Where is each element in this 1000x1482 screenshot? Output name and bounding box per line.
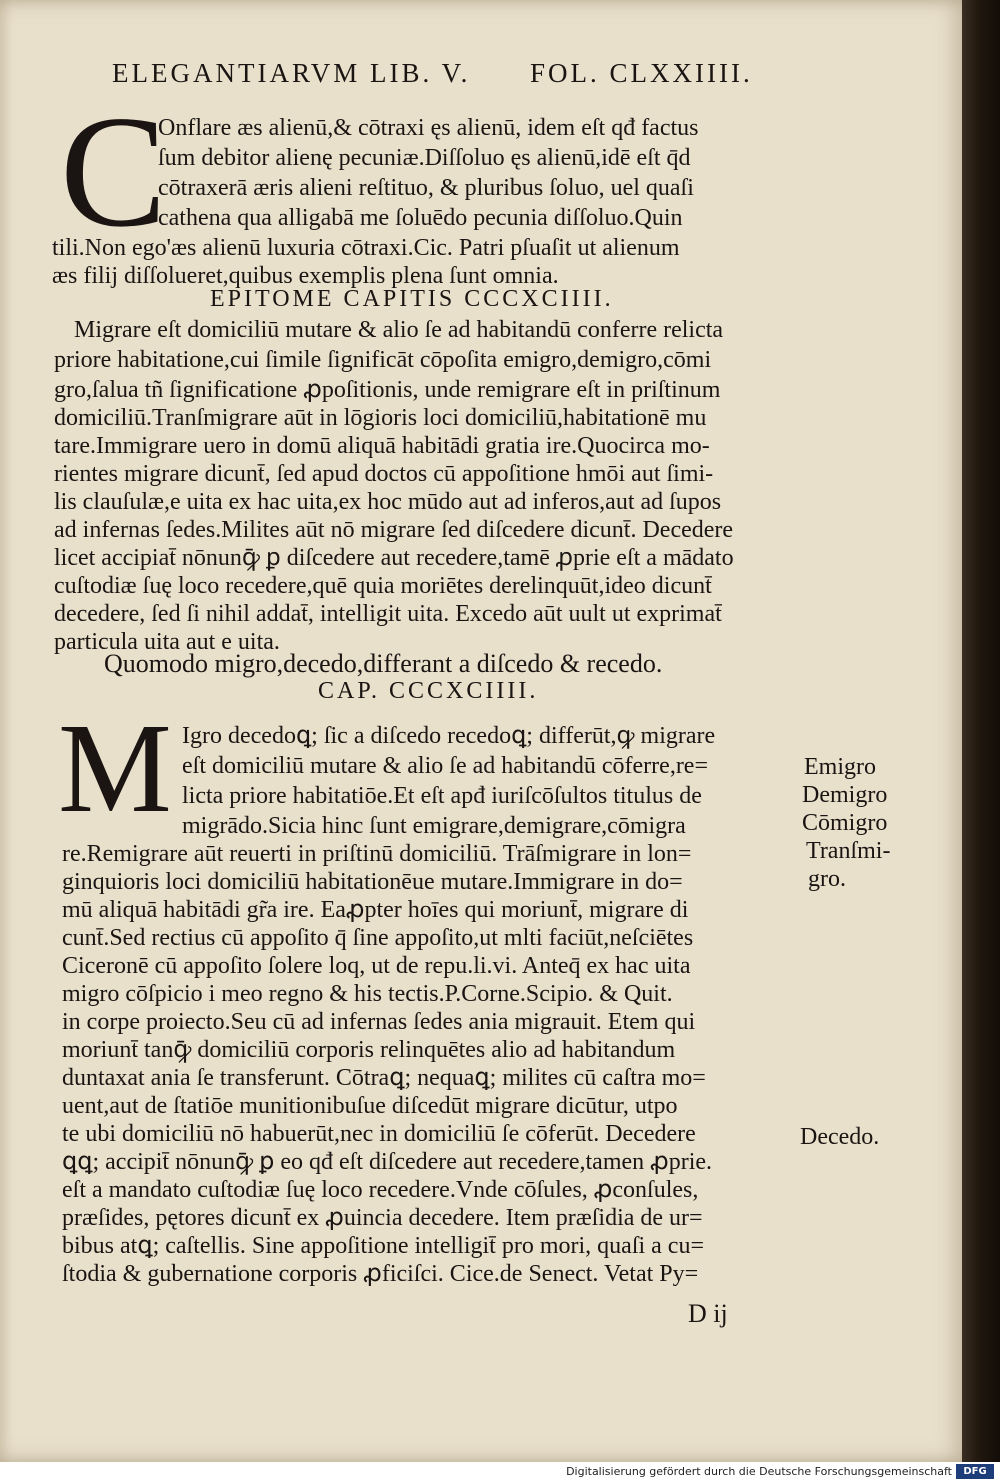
text-line: in corpe proiecto.Seu cū ad infernas ſedes ania migrauit. Etem qui — [62, 1009, 696, 1035]
signature-mark: D ij — [688, 1299, 728, 1328]
text-line: Onflare æs alienū,& cōtraxi ęs alienū, idem eſt qđ factus — [158, 115, 699, 141]
text-line: priore habitatione,cui ſimile ſignificāt cōpoſita emigro,demigro,cōmi — [54, 347, 712, 373]
epitome-heading: EPITOME CAPITIS CCCXCIIII. — [210, 286, 614, 312]
text-line: migro cōſpicio i meo regno & his tectis.P.Corne.Scipio. & Quit. — [62, 981, 673, 1007]
folio-number: FOL. CLXXIIII. — [530, 58, 753, 88]
text-line: duntaxat ania ſe transferunt. Cōtraꝗ; nequaꝗ; milites cū caſtra mo= — [62, 1065, 706, 1091]
text-line: Ciceronē cū appoſito ſolere loq, ut de repu.li.vi. Anteq̄ ex hac uita — [62, 953, 691, 979]
text-line: eſt a mandato cuſtodiæ ſuę loco recedere.Vnde cōſules, ꝓconſules, — [62, 1177, 699, 1203]
chapter-subtitle: Quomodo migro,decedo,differant a diſcedo & recedo. — [104, 649, 663, 678]
marginal-note: Cōmigro — [802, 810, 888, 836]
text-line: migrādo.Sicia hinc ſunt emigrare,demigrare,cōmigra — [182, 813, 686, 839]
text-line: tare.Immigrare uero in domū aliquā habitādi gratia ire.Quocirca mo- — [54, 433, 710, 459]
footer-credit: Digitalisierung gefördert durch die Deutsche Forschungsgemeinschaft — [566, 1465, 952, 1478]
running-title: ELEGANTIARVM LIB. V. — [112, 58, 471, 88]
marginal-note: gro. — [808, 866, 846, 892]
text-line: particula uita aut e uita. — [54, 629, 280, 655]
text-line: bibus atꝗ; caſtellis. Sine appoſitione intelligit̄ pro mori, quaſi a cu= — [62, 1233, 704, 1259]
text-line: ginquioris loci domiciliū habitationēue mutare.Immigrare in do= — [62, 869, 683, 895]
drop-cap-c: C — [60, 82, 167, 260]
text-line: tili.Non ego'æs alienū luxuria cōtraxi.Cic. Patri pſuaſit ut alienum — [52, 235, 680, 261]
dfg-logo: DFG — [956, 1464, 994, 1479]
text-line: cōtraxerā æris alieni reſtituo, & pluribus ſoluo, uel quaſi — [158, 175, 694, 201]
text-line: præſides, pętores dicunt̄ ex ꝓuincia decedere. Item præſidia de ur= — [62, 1205, 703, 1231]
marginal-note: Demigro — [802, 782, 888, 808]
text-line: licet accipiat̄ nōnunꝙ̄ ꝑ diſcedere aut recedere,tamē ꝓprie eſt a mādato — [54, 545, 734, 571]
text-line: cunt̄.Sed rectius cū appoſito q̄ ſine appoſito,ut mlti faciūt,neſciētes — [62, 925, 694, 951]
text-line: ꝗꝗ; accipit̄ nōnunꝙ̄ ꝑ eo qđ eſt diſcedere aut recedere,tamen ꝓprie. — [62, 1149, 713, 1175]
marginal-note: Emigro — [804, 754, 876, 780]
text-line: Igro decedoꝗ; ſic a diſcedo recedoꝗ; differūt,ꝙ migrare — [182, 723, 716, 749]
marginal-note: Tranſmi- — [806, 838, 891, 864]
text-line: moriunt̄ tanꝙ̄ domiciliū corporis relinquētes alio ad habitandum — [62, 1037, 676, 1063]
text-line: Migrare eſt domiciliū mutare & alio ſe ad habitandū conferre relicta — [74, 317, 724, 343]
text-line: ſum debitor alienę pecuniæ.Diſſoluo ęs alienū,idē eſt q̄d — [158, 145, 691, 171]
drop-cap-m: M — [58, 697, 172, 839]
text-line: domiciliū.Tranſmigrare aūt in lōgioris loci domiciliū,habitationē mu — [54, 405, 707, 431]
text-line: cuſtodiæ ſuę loco recedere,quē quia moriētes derelinquūt,ideo dicunt̄ — [54, 573, 712, 599]
text-line: gro,ſalua tñ ſignificatione ꝓpoſitionis, unde remigrare eſt in priſtinum — [54, 377, 721, 403]
text-line: rientes migrare dicunt̄, ſed apud doctos cū appoſitione hmōi aut ſimi- — [54, 461, 714, 487]
text-line: æs filij diſſolueret,quibus exemplis plena ſunt omnia. — [52, 263, 559, 289]
text-line: cathena qua alligabā me ſoluēdo pecunia diſſoluo.Quin — [158, 205, 683, 231]
text-line: mū aliquā habitādi gr̃a ire. Eaꝓpter hoīes qui moriunt̄, migrare di — [62, 897, 689, 923]
text-line: ſtodia & gubernatione corporis ꝓficiſci. Cice.de Senect. Vetat Py= — [62, 1261, 699, 1287]
text-line: decedere, ſed ſi nihil addat̄, intelligit uita. Excedo aūt uult ut exprimat̄ — [54, 601, 722, 627]
text-line: lis clauſulæ,e uita ex hac uita,ex hoc mūdo aut ad inferos,aut ad ſupos — [54, 489, 722, 515]
chapter-heading: CAP. CCCXCIIII. — [318, 678, 539, 704]
book-edge — [962, 0, 1000, 1462]
text-line: re.Remigrare aūt reuerti in priſtinū domiciliū. Trāſmigrare in lon= — [62, 841, 692, 867]
text-line: ad infernas ſedes.Milites aūt nō migrare ſed diſcedere dicunt̄. Decedere — [54, 517, 734, 543]
text-line: te ubi domiciliū nō habuerūt,nec in domiciliū ſe cōferūt. Decedere — [62, 1121, 696, 1147]
marginal-note: Decedo. — [800, 1124, 880, 1150]
text-line: licta priore habitatiōe.Et eſt apđ iuriſcōſultos titulus de — [182, 783, 702, 809]
text-line: uent,aut de ſtatiōe munitionibuſue diſcedūt migrare dicūtur, utpo — [62, 1093, 678, 1119]
text-line: eſt domiciliū mutare & alio ſe ad habitandū cōferre,re= — [182, 753, 708, 779]
